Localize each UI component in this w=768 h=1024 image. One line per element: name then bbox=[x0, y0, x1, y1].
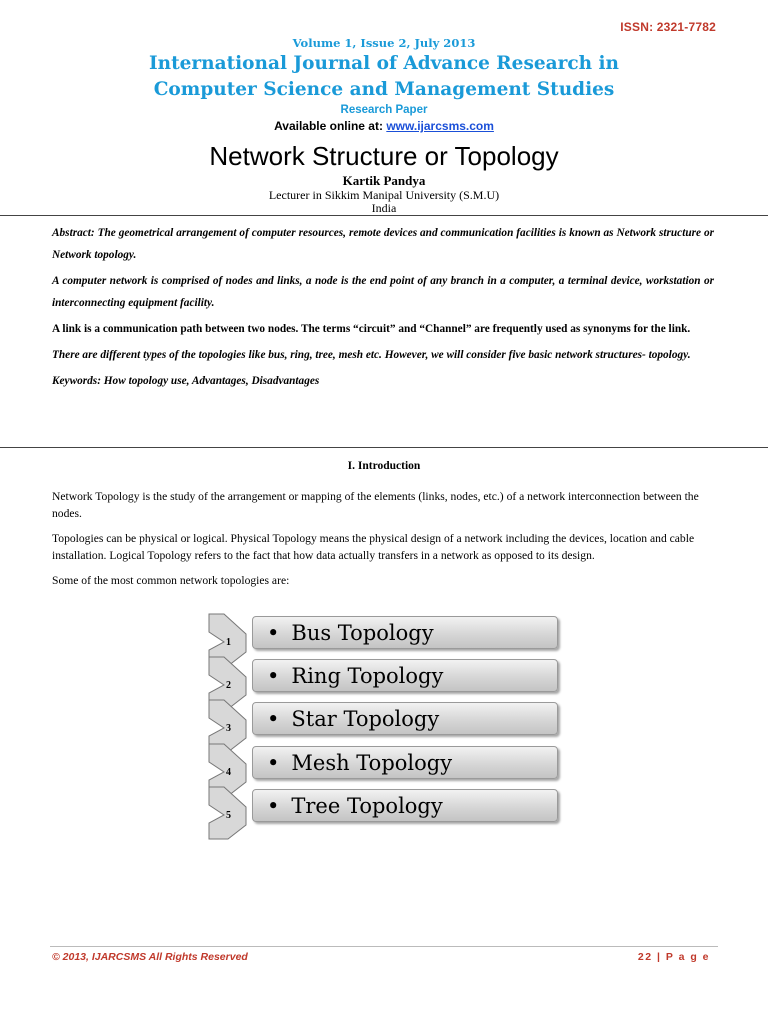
topology-label: • Mesh Topology bbox=[267, 751, 453, 775]
page-number: 22 bbox=[637, 951, 653, 963]
paper-title: Network Structure or Topology bbox=[209, 141, 559, 171]
bullet-icon: • bbox=[267, 707, 280, 731]
topology-item bbox=[206, 785, 566, 828]
topology-item bbox=[206, 655, 566, 698]
paper-type: Research Paper bbox=[340, 104, 428, 116]
topology-bar bbox=[252, 702, 558, 735]
bullet-icon: • bbox=[267, 664, 280, 688]
section-heading: I. Introduction bbox=[347, 460, 421, 472]
abstract-paragraph-3: A link is a communication path between two nodes. The terms “circuit” and “Channel” are frequently used as synonyms for the link. bbox=[52, 323, 691, 335]
author-country: India bbox=[371, 201, 397, 215]
available-online bbox=[0, 118, 768, 134]
footer-copyright: © 2013, IJARCSMS All Rights Reserved bbox=[52, 951, 248, 963]
intro-paragraph-2: Topologies can be physical or logical. Physical Topology means the physical design of a network including the devices, location and cable installation. Logical Topology refers to the fact that how data actually transfers in a network as opposed to its design. bbox=[52, 532, 695, 562]
introduction-body bbox=[52, 488, 718, 597]
bullet-icon: • bbox=[267, 794, 280, 818]
topology-bar bbox=[252, 659, 558, 692]
journal-title-line-2: Computer Science and Management Studies bbox=[153, 79, 615, 100]
topology-item bbox=[206, 612, 566, 655]
topology-number: 3 bbox=[226, 723, 231, 734]
topology-label: • Bus Topology bbox=[267, 621, 434, 645]
abstract-paragraph-2: A computer network is comprised of nodes and links, a node is the end point of any branch in a computer, a terminal device, workstation or interconnecting equipment facility. bbox=[52, 275, 714, 309]
topology-label: • Ring Topology bbox=[267, 664, 444, 688]
author-affiliation: Lecturer in Sikkim Manipal University (S.M.U) bbox=[268, 188, 500, 202]
topology-label: • Star Topology bbox=[267, 707, 440, 731]
journal-url-link[interactable]: www.ijarcsms.com bbox=[386, 119, 494, 133]
author-name: Kartik Pandya bbox=[342, 173, 426, 188]
issn-label: ISSN: 2321-7782 bbox=[620, 20, 716, 34]
topology-list-diagram bbox=[206, 612, 566, 838]
divider-top bbox=[0, 215, 768, 216]
divider-middle bbox=[0, 447, 768, 448]
journal-title-line-1: International Journal of Advance Research in bbox=[148, 53, 619, 74]
topology-bar bbox=[252, 746, 558, 779]
topology-label: • Tree Topology bbox=[267, 794, 443, 818]
abstract-block bbox=[52, 222, 714, 396]
topology-bar bbox=[252, 789, 558, 822]
topology-item bbox=[206, 742, 566, 785]
topology-number: 4 bbox=[226, 767, 231, 778]
bullet-icon: • bbox=[267, 621, 280, 645]
topology-number: 1 bbox=[226, 637, 231, 648]
keywords: Keywords: How topology use, Advantages, Disadvantages bbox=[52, 375, 320, 387]
footer-page bbox=[638, 951, 710, 963]
topology-number: 5 bbox=[226, 810, 231, 821]
topology-number: 2 bbox=[226, 680, 231, 691]
abstract-paragraph-1: Abstract: The geometrical arrangement of computer resources, remote devices and communication facilities is known as Network structure or Network topology. bbox=[52, 227, 714, 261]
journal-header bbox=[0, 36, 768, 215]
footer-divider bbox=[50, 946, 718, 947]
intro-paragraph-1: Network Topology is the study of the arrangement or mapping of the elements (links, nodes, etc.) of a network interconnection between the nodes. bbox=[52, 490, 699, 520]
topology-bar bbox=[252, 616, 558, 649]
bullet-icon: • bbox=[267, 751, 280, 775]
topology-item bbox=[206, 698, 566, 741]
available-label: Available online at: bbox=[274, 119, 387, 133]
volume-issue: Volume 1, Issue 2, July 2013 bbox=[292, 36, 476, 50]
intro-paragraph-3: Some of the most common network topologies are: bbox=[52, 574, 290, 587]
page-label: | P a g e bbox=[656, 951, 710, 963]
abstract-paragraph-4: There are different types of the topologies like bus, ring, tree, mesh etc. However, we will consider five basic network structures- topology. bbox=[52, 349, 691, 361]
